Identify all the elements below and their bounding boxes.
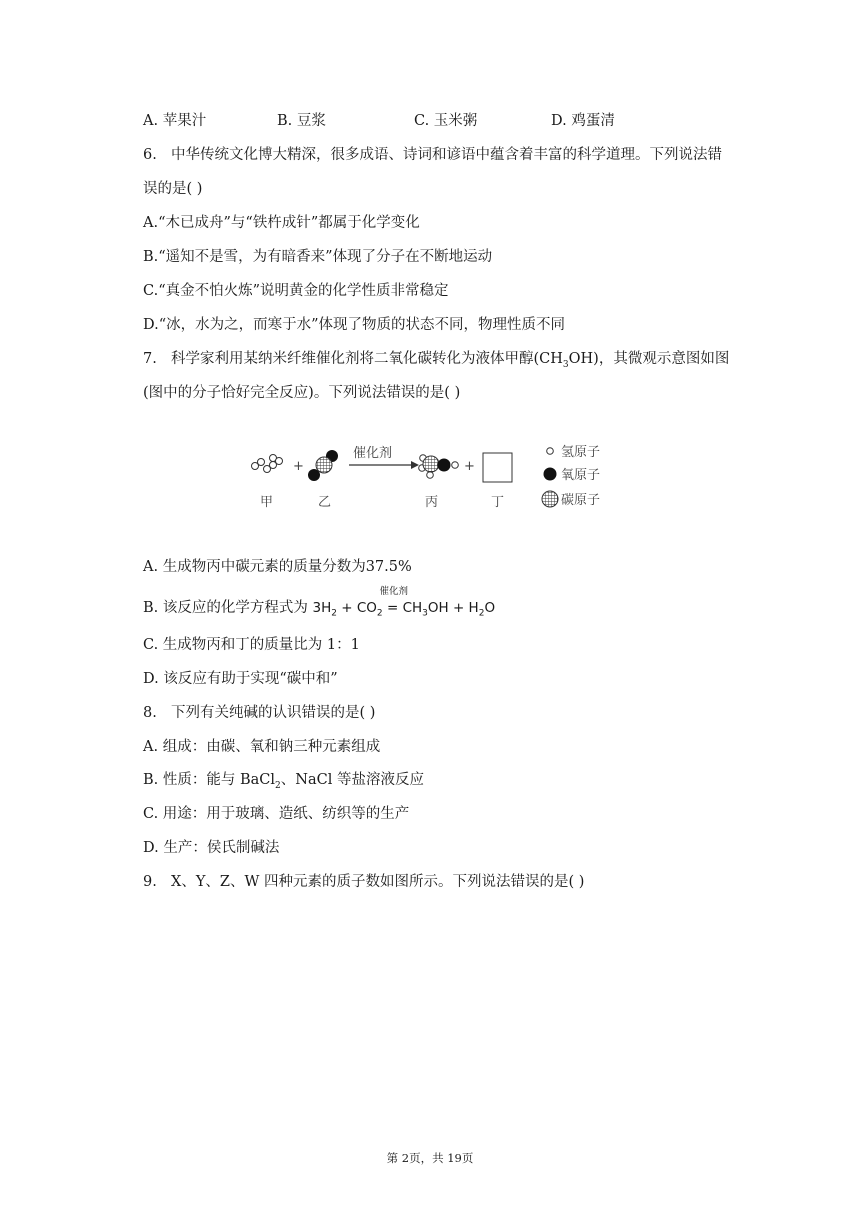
molecule-bing — [419, 455, 459, 479]
q5-option-c: C. 玉米粥 — [414, 113, 478, 129]
q8-stem: 8. 下列有关纯碱的认识错误的是( ) — [143, 705, 376, 721]
q6-option-d: D.“冰，水为之，而寒于水”体现了物质的状态不同，物理性质不同 — [143, 317, 566, 333]
diagram-legend — [542, 445, 600, 508]
q6-stem-line1: 6. 中华传统文化博大精深，很多成语、诗词和谚语中蕴含着丰富的科学道理。下列说法错 — [143, 147, 722, 163]
reaction-diagram — [245, 438, 615, 518]
q7-option-d: D. 该反应有助于实现“碳中和” — [143, 671, 338, 687]
q9-stem: 9. X、Y、Z、W 四种元素的质子数如图所示。下列说法错误的是( ) — [143, 874, 585, 890]
q6-stem-line2: 误的是( ) — [143, 181, 203, 197]
q5-option-a: A. 苹果汁 — [143, 113, 207, 129]
molecule-jia — [252, 455, 283, 473]
q5-option-d: D. 鸡蛋清 — [551, 113, 615, 129]
q7-option-a: A. 生成物丙中碳元素的质量分数为37.5% — [143, 559, 412, 575]
oxygen-atom-icon — [544, 468, 557, 481]
molecule-ding-box — [483, 453, 512, 482]
chemical-equation: 催化剂 $3H_2 + CO_2 = CH_3OH + H_2O$ — [312, 586, 496, 619]
q6-option-c: C.“真金不怕火炼”说明黄金的化学性质非常稳定 — [143, 283, 449, 299]
arrow-head-icon — [411, 461, 419, 469]
hydrogen-atom-icon — [547, 448, 554, 455]
q7-option-b: B. 该反应的化学方程式为 催化剂 $3H_2 + CO_2 = CH_3OH + H_2O$ — [143, 598, 495, 624]
q8-option-c: C. 用途：用于玻璃、造纸、纺织等的生产 — [143, 806, 410, 822]
carbon-atom-icon — [542, 491, 558, 507]
legend-hydrogen: 氢原子 — [561, 445, 601, 460]
q6-option-b: B.“遥知不是雪，为有暗香来”体现了分子在不断地运动 — [143, 249, 493, 265]
q6-option-a: A.“木已成舟”与“铁杵成针”都属于化学变化 — [143, 215, 420, 231]
q5-option-b: B. 豆浆 — [277, 113, 326, 129]
label-jia: 甲 — [260, 495, 274, 510]
plus-sign-1: + — [293, 459, 304, 474]
legend-oxygen: 氧原子 — [561, 468, 601, 483]
label-yi: 乙 — [318, 495, 332, 510]
catalyst-label: 催化剂 — [353, 446, 393, 461]
label-ding: 丁 — [491, 495, 505, 510]
q7-stem-line2: (图中的分子恰好完全反应)。下列说法错误的是( ) — [143, 385, 461, 401]
page-footer: 第 2页，共 19页 — [386, 1151, 474, 1165]
q8-option-b: B. 性质：能与 BaCl$_2$、NaCl 等盐溶液反应 — [143, 772, 424, 791]
plus-sign-2: + — [464, 459, 475, 474]
q8-option-a: A. 组成：由碳、氧和钠三种元素组成 — [143, 739, 381, 755]
label-bing: 丙 — [425, 495, 439, 510]
q8-option-d: D. 生产：侯氏制碱法 — [143, 840, 280, 856]
q7-option-c: C. 生成物丙和丁的质量比为 1：1 — [143, 637, 360, 653]
legend-carbon: 碳原子 — [561, 493, 601, 508]
q7-stem-line1: 7. 科学家利用某纳米纤维催化剂将二氧化碳转化为液体甲醇$(CH_3OH)$，其微观示意图如图 — [143, 351, 730, 370]
molecule-yi — [308, 450, 338, 481]
